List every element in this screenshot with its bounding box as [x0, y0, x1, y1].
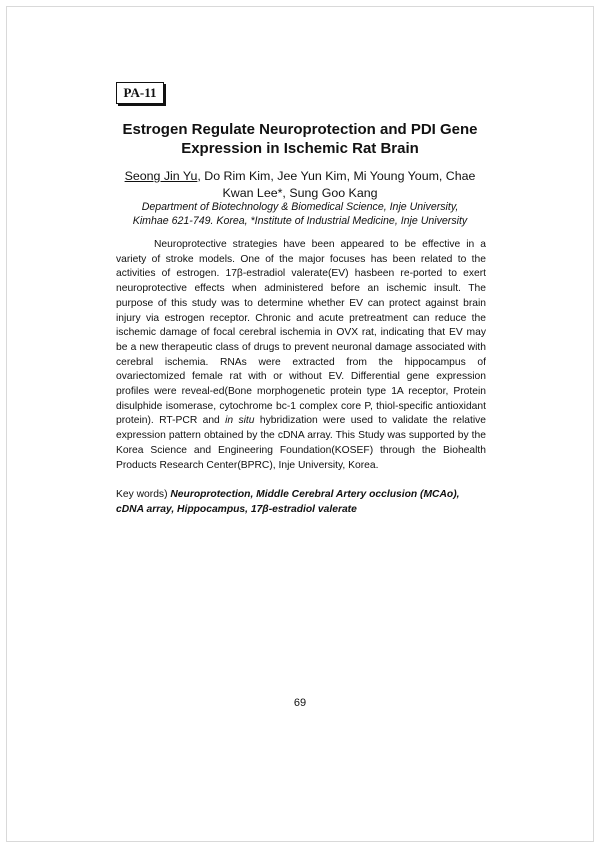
affiliation-line-1: Department of Biotechnology & Biomedical Science, Inje University,	[141, 201, 459, 213]
title-line-2: Expression in Ischemic Rat Brain	[181, 140, 419, 157]
abstract-text-2: hybridization were used to validate the relative expression pattern obtained by the cDNA array. This Study was supported by the Korea Science and Engineering Foundation(KOSEF) through the Biohealth Products Research Center(BPRC), Inje University, Korea.	[116, 415, 486, 471]
abstract-body	[116, 238, 486, 473]
affiliation	[110, 200, 490, 228]
abstract-italic-term: in situ	[225, 415, 255, 427]
keywords-line-2: cDNA array, Hippocampus, 17β-estradiol valerate	[116, 504, 357, 515]
paper-title	[100, 120, 500, 158]
title-line-1: Estrogen Regulate Neuroprotection and PDI Gene	[122, 121, 478, 138]
keywords-line-1: Neuroprotection, Middle Cerebral Artery occlusion (MCAo),	[170, 489, 460, 500]
keywords-label: Key words)	[116, 489, 171, 500]
abstract-code-box	[116, 82, 164, 104]
page-number: 69	[293, 697, 307, 709]
abstract-text-1: Neuroprotective strategies have been appeared to be effective in a variety of stroke models. One of the major focuses has been related to the activities of estrogen. 17β-estradiol valerate(EV) hasbeen re-ported to exert neuroprotective effects when administered before an ischemic insult. The purpose of this study was to determine whether EV can protect against brain injury via estrogen receptor. Chronic and acute pretreatment can reduce the ischemic damage of focal cerebral ischemia in OVX rat, indicating that EV may be a new therapeutic class of drugs to prevent neuronal damage associated with cerebral ischemia. RNAs were extracted from the hippocampus of ovariectomized female rat with or without EV. Differential gene expression profiles were reveal-ed(Bone morphogenetic protein type 1A receptor, Protein disulphide isomerase, cytochrome bc-1 complex core P, thiol-specific antioxidant protein). RT-PCR and	[116, 239, 486, 427]
author-list	[110, 168, 490, 201]
abstract-code: PA-11	[123, 85, 157, 100]
authors-line-2: Kwan Lee*, Sung Goo Kang	[222, 185, 378, 200]
authors-line-1	[110, 168, 490, 185]
affiliation-line-2: Kimhae 621-749. Korea, *Institute of Industrial Medicine, Inje University	[132, 215, 468, 227]
first-author: Seong Jin Yu	[124, 169, 198, 183]
co-authors-1: , Do Rim Kim, Jee Yun Kim, Mi Young Youm, Chae	[197, 169, 476, 183]
keywords	[116, 487, 486, 517]
